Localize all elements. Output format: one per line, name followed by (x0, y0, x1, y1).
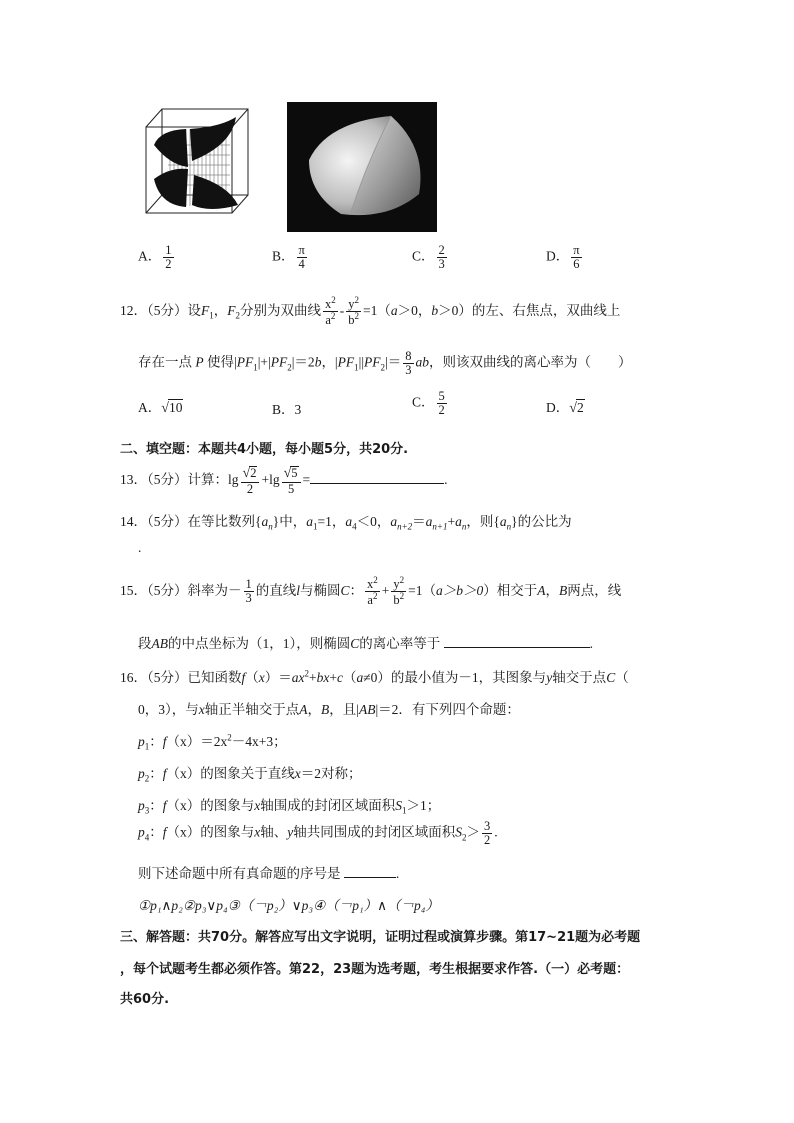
section-heading-solutions-line1: 三、解答题：共70分。解答应写出文字说明，证明过程或演算步骤。第17~21题为必考题 (120, 930, 641, 945)
fraction: $\frac{2}{3}$ (438, 243, 445, 272)
q14-line1: 14．（5分）在等比数列$\{a_n\}$中，$a_1=1$，$a_4<0$，$a_{n+2}=a_{n+1}+a_n$，则$\{a_n\}$的公比为 (120, 514, 572, 532)
q15-line1: 15．（5分）斜率为－ $\frac{1}{3}$ 的直线l与椭圆C： $\frac{x^2}{a^2}$ + $\frac{y^2}{b^2}$ =1（a＞b＞0）相交于A，B两点，线 (120, 575, 622, 608)
section-heading-fill-in: 二、填空题：本题共4小题，每小题5分，共20分. (120, 442, 409, 457)
fraction: $\frac{3}{2}$ (484, 819, 491, 848)
q16-p4: $p_4$：f（x）的图象与x轴、y轴共同围成的封闭区域面积$S_2>$ $\frac{3}{2}$ . (138, 819, 498, 848)
fraction: $\frac{\pi}{4}$ (298, 243, 305, 272)
q16-line2: 0，3），与x轴正半轴交于点A，B，且|AB|＝2．有下列四个命题： (138, 702, 520, 717)
fraction: $\frac{y^2}{b^2}$ (348, 295, 359, 328)
q16-p1: $p_1$：$f(x)=2x^2-4x+3$； (138, 732, 287, 752)
fraction: $\frac{x^2}{a^2}$ (325, 295, 336, 328)
answer-blank[interactable] (344, 865, 396, 878)
q12-option-a[interactable]: A．√10 (138, 400, 183, 416)
fraction: $\frac{8}{3}$ (405, 349, 412, 378)
q16-line1: 16．（5分）已知函数$f(x)=ax^2+bx+c(a\ne 0)$的最小值为－1，其图象与y轴交于点C（ (120, 668, 629, 685)
fraction: $\frac{1}{3}$ (245, 577, 252, 606)
fraction: $\frac{\pi}{6}$ (573, 243, 580, 272)
cube-cylinder-figure (140, 105, 252, 215)
solid-render-figure (287, 102, 437, 232)
answer-blank[interactable] (310, 471, 444, 484)
fraction: $\frac{5}{2}$ (438, 389, 445, 418)
q11-option-b[interactable] (272, 244, 309, 271)
q13: 13．（5分）计算：lg $\frac{√2}{2}$ +lg $\frac{√5}{5}$ = . (120, 466, 448, 496)
q12-option-c[interactable]: C． $\frac{5}{2}$ (412, 389, 445, 418)
option-label: A． (138, 248, 162, 264)
q12-option-b[interactable]: B．3 (272, 402, 302, 417)
q12-line1: 12．（5分）设$F_1$，$F_2$分别为双曲线 $\frac{x^2}{a^2}$ - $\frac{y^2}{b^2}$ =1（a＞0，b＞0）的左、右焦点，双曲线上 (120, 295, 621, 328)
fraction: $\frac{√5}{5}$ (282, 466, 301, 496)
q16-ask: 则下述命题中所有真命题的序号是 . (138, 866, 400, 881)
fraction: $\frac{y^2}{b^2}$ (393, 575, 405, 608)
q15-line2: 段AB的中点坐标为（1，1），则椭圆C的离心率等于 . (138, 636, 594, 651)
q16-p3: $p_3$：f（x）的图象与x轴围成的封闭区域面积$S_1>1$； (138, 798, 441, 816)
section-heading-solutions-line2: ，每个试题考生都必须作答。第22，23题为选考题，考生根据要求作答.（一）必考题： (120, 962, 630, 977)
q16-p2: $p_2$：f（x）的图象关于直线x＝2对称； (138, 766, 362, 784)
q11-option-d[interactable] (546, 244, 584, 271)
option-label: D． (546, 248, 570, 264)
option-label: B． (272, 248, 295, 264)
section-heading-solutions-line3: 共60分. (120, 992, 170, 1007)
q11-option-c[interactable] (412, 244, 449, 271)
q12-option-d[interactable]: D．√2 (546, 400, 584, 416)
fraction: $\frac{x^2}{a^2}$ (367, 575, 378, 608)
q14-line2: . (138, 540, 142, 555)
option-label: C． (412, 248, 435, 264)
q11-option-a[interactable] (138, 244, 176, 271)
fraction: $\frac{√2}{2}$ (241, 466, 260, 496)
fraction: $\frac{1}{2}$ (165, 243, 172, 272)
q12-line2: 存在一点 P 使得$|PF_1|+|PF_2|=2b$，$|PF_1||PF_2|=$ $\frac{8}{3}$ ab，则该双曲线的离心率为（ ） (138, 349, 632, 378)
q16-choices: ①p₁∧p₂②p₃∨p₄③（￢p₂）∨p₃④（￢p₁）∧（￢p₄） (138, 898, 439, 913)
answer-blank[interactable] (444, 635, 590, 648)
